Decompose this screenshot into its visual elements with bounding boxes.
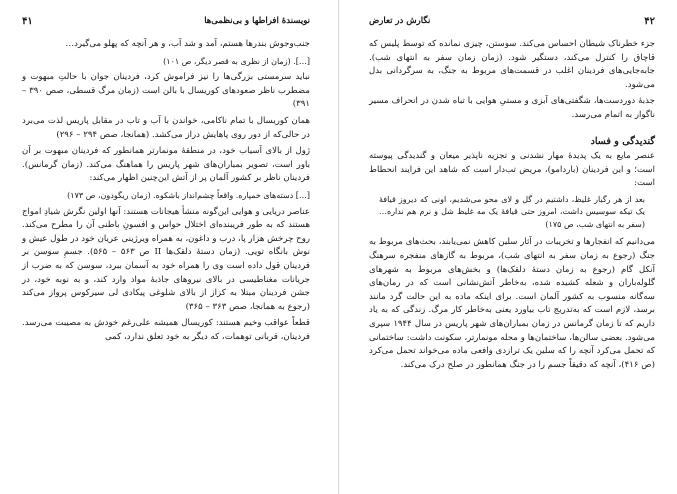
- left-page-header: [22, 14, 310, 28]
- right-page-number: ۴۲: [644, 15, 655, 27]
- right-page-body: [369, 38, 655, 375]
- left-page-title: نویسندهٔ افراطها و بی‌نظمی‌ها: [204, 16, 310, 26]
- paragraph: عنصر مایع به یک پدیدهٔ مهار نشدنی و تجزیه ناپذیر میعان و گندیدگی پیوسته است؛ و این فردینان (باردامو)، مریض تب‌دار است که شاهد این فرایند انحطاط است:: [369, 151, 655, 189]
- right-page-header: [369, 14, 655, 28]
- paragraph: می‌دانیم که انفجارها و تخریبات در آثار سلین کاهش نمی‌یابند، بحث‌های مربوط به جنگ (رجوع به زمان سفر به انتهای شب)، مربوط به گازهای منفجره سرهنگ آنکل گام (رجوع به زمان دستهٔ دلقک‌ها) و بخش‌های مربوط به شهرهای گلوله‌باران و شعله کشیده شده، به‌خاطر آتش‌نشانی است که در رمان‌های سه‌گانه منسوب به کشور آلمان است. برای اینکه ماده به این حالت گرد مانند برسد، لازم است که به‌تدریج تاب بیاورد یعنی به‌خاطر کار مرگ. زندگی که به یاد داریم که تا زمان گرمانس در زمان بمباران‌های شهر پاریس در سال ۱۹۴۴ سپری می‌شود. بعضی سالن‌ها، ساختمان‌ها و محله مونمارتر، سکونت داشت: ساختمانی که تحمل می‌کرد آنچه را که سلین یک ترازدی وافعی ماده می‌خواند تحمل می‌کرد (ص ۴۱۶)، آنچه که دقیقاً جسم را در جنگ همانطور در صلح درک می‌کند.: [369, 237, 655, 370]
- paragraph: عناصر دریایی و هوایی این‌گونه منشأ هیجانات هستند: آنها اولین نگرش شیادِ امواج هستند که به طور فریبنده‌ای اختلال حواس و افسونِ باطنی آن را مطرح می‌کند. روح چرخش هزار پا، درب و داغون، به همراه ویرژینی عریان خود در طول عیش و نوش بانگاه تویی. (زمان دستهٔ دلقک‌ها II ص ۵۶۳ – ۵۶۵). جسمِ سوسن بر فردینان قول داده است وی را همراه خود به آسمان ببرد، سوسن که به ضرب از جریانات مغناطیسی در بالای نیروهای جاذبهٔ مواد وارد کند، و به نوبه خود، در جشن فردینان مبتلا به کزاز از بالای شلوغی پیکادی لی سیرکوس پرواز می‌کند (رجوع به همانجا، صص ۳۶۳ – ۳۶۵): [22, 206, 311, 312]
- right-page-title: نگارش در تعارض: [369, 16, 431, 26]
- paragraph: جزء خطرناک شیطان احساس می‌کند. سوستن، چیزی نمانده که توسط پلیس که قاچاق را کنترل می‌کند، دستگیر شود. (زمان زمان سفر به انتهای شب). جابه‌جایی‌های فردینان اغلب در قسمت‌های مربوط به جنگ، به سرگردانی بدل می‌شود.: [369, 39, 655, 90]
- citation: […] دسته‌های خمپاره. واقعاً چشم‌انداز باشکوه. (زمان ریگودون، ص ۱۷۳): [67, 190, 310, 200]
- left-page-body: [22, 38, 310, 347]
- paragraph: همان کوریسال با تمام ناکامی، خواندن با آب و تاب در مقابل پاریس لذت می‌برد در حالی‌که از دور روی پاهایش دراز می‌کشد. (همانجا، صص ۲۹۴ – ۲۹۶): [22, 115, 310, 140]
- citation: […]. (زمان از نظری به قصر دیگر، ص ۱۰۱): [163, 56, 310, 66]
- block-quote: بعد از هر رگبار غلیظ، داشتیم در گل و لای محو می‌شدیم، اونی که دیروز قیافهٔ یک تیکه سوسیس داشت، امروز حتی قیافهٔ یک مه غلیظ شل و نرم هم نداره… (سفر به انتهای شب، ص ۱۷۵): [379, 194, 645, 229]
- paragraph: قطعاً عواقب وخیم هستند: کوریسال همیشه علی‌رغم خودش به مصیبت می‌رسد. فردینان، قربانی توهمات، که دیگر به خود تعلق ندارد، کمی: [22, 318, 310, 342]
- section-heading: گندیدگی و فساد: [590, 135, 655, 147]
- left-page-number: ۴۱: [22, 15, 33, 27]
- paragraph: ژول از بالای آسیاب خود، در منطقهٔ مونمارتر همانطور که فردینان مبهوت بر آن باور است، تصویر بمباران‌های شهر پاریس را هماهنگ می‌کند. (زمان گرمانس). فردینان ناظر بر کشور آلمان پر از آتش این‌چنین اظهار می‌کند:: [22, 146, 310, 184]
- right-page: [339, 0, 677, 494]
- paragraph: جنب‌وجوش بندرها هستم، آمد و شد آب، و هر آنچه که پهلو می‌گیرد…: [65, 39, 310, 49]
- paragraph: جذبهٔ دوردست‌ها، شگفتی‌های آبزی و مستیِ هوایی با تباه شدن در انحراف مسیر ناگوار به اتمام می‌رسد.: [369, 96, 655, 120]
- left-page: [0, 0, 338, 494]
- paragraph: نباید سرمستی بزرگی‌ها را نیز فراموش کرد، فردینان جوان با حالتِ مبهوت و مضطرب ناظر صعودهای کوریسال با بالن است (زمان مرگ قسطی، صص ۳۹۰ – ۳۹۱): [22, 72, 310, 110]
